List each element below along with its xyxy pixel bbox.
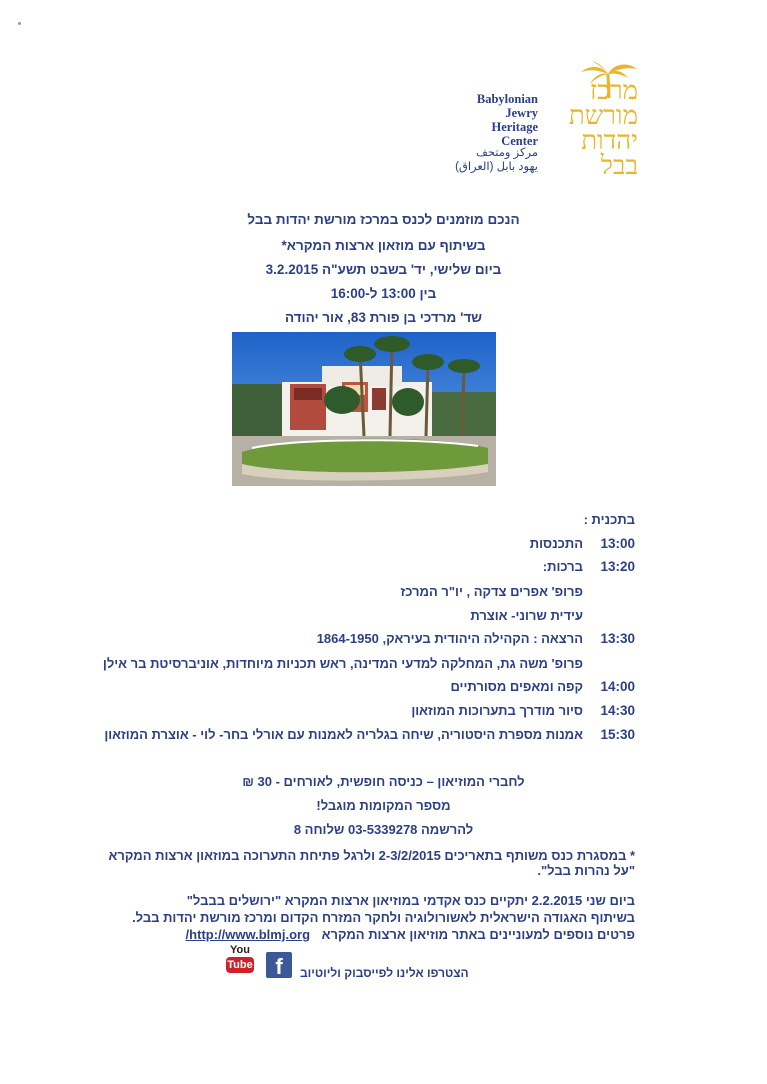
logo-en-line: Center (501, 134, 538, 148)
youtube-you: You (230, 944, 250, 956)
program-text: קפה ומאפים מסורתיים (450, 679, 583, 694)
logo-he-line: בבל (600, 151, 638, 180)
program-time: 13:00 (600, 536, 635, 551)
date-line: ביום שלישי, יד' בשבט תשע"ה 3.2.2015 (265, 262, 502, 277)
program-time: 15:30 (600, 727, 635, 742)
invite-line: הנכם מוזמנים לכנס במרכז מורשת יהדות בבל (247, 212, 520, 227)
logo-en-line: Jewry (505, 106, 538, 120)
address-line: שד' מרדכי בן פורת 83, אור יהודה (284, 310, 483, 325)
footnote-line: "על נהרות בבל". (537, 863, 635, 878)
logo-en-line: Babylonian (476, 92, 538, 106)
facebook-icon[interactable]: f (266, 952, 292, 978)
extra-line (186, 927, 635, 942)
program-time: 14:30 (600, 703, 635, 718)
logo-en-line: Heritage (491, 120, 538, 134)
program-text: פרופ' משה גת, המחלקה למדעי המדינה, ראש תכניות מיוחדות, אוניברסיטת בר אילן (102, 656, 583, 671)
building-photo (232, 332, 496, 486)
program-title: בתכנית : (583, 512, 635, 527)
footnote-line: * במסגרת כנס משותף בתאריכים 2-3/2/2015 ולרגל פתיחת התערוכה במוזאון ארצות המקרא (108, 848, 635, 863)
program-text: פרופ' אפרים צדקה , יו"ר המרכז (400, 584, 583, 599)
registration-phone: להרשמה 03-5339278 שלוחה 8 (293, 822, 474, 837)
time-line: בין 13:00 ל-16:00 (330, 286, 437, 301)
palm-tree-icon (578, 60, 640, 100)
program-text: עידית שרוני- אוצרת (470, 608, 583, 623)
youtube-icon[interactable] (226, 944, 254, 978)
youtube-tube: Tube (227, 959, 253, 971)
extra-line: בשיתוף האגודה הישראלית לאשורולוגיה ולחקר המזרח הקדום ומרכז מורשת יהדות בבל. (132, 910, 635, 925)
program-time: 13:20 (600, 559, 635, 574)
logo-ar-line: مركز ومتحف (475, 147, 538, 159)
admission-price: לחברי המוזיאון – כניסה חופשית, לאורחים - 30 ₪ (242, 774, 525, 789)
program-time: 14:00 (600, 679, 635, 694)
logo-ar-line: يهود بابل (العراق) (455, 161, 538, 173)
program-text: ברכות: (542, 559, 583, 574)
social-join-text: הצטרפו אלינו לפייסבוק וליוטיוב (300, 966, 469, 980)
program-text: סיור מודרך בתערוכות המוזאון (411, 703, 583, 718)
scan-dot (18, 22, 21, 25)
admission-limited: מספר המקומות מוגבל! (316, 798, 451, 813)
extra-text: פרטים נוספים למעוניינים באתר מוזיאון ארצות המקרא (321, 927, 635, 942)
program-text: הרצאה : הקהילה היהודית בעיראק, 1864-1950 (316, 631, 583, 646)
program-text: התכנסות (529, 536, 583, 551)
museum-link[interactable]: http://www.blmj.org/ (185, 927, 311, 942)
logo (446, 60, 636, 180)
program-time: 13:30 (600, 631, 635, 646)
logo-he-line: יהדות (581, 126, 638, 155)
program-text: אמנות מספרת היסטוריה, שיחה בגלריה לאמנות עם אורלי בחר- לוי - אוצרת המוזאון (104, 727, 583, 742)
logo-he-line: מורשת (568, 101, 638, 130)
logo-he-line: מרכז (589, 76, 638, 105)
extra-line: ביום שני 2.2.2015 יתקיים כנס אקדמי במוזיאון ארצות המקרא "ירושלים בבבל" (186, 893, 635, 908)
partner-line: בשיתוף עם מוזאון ארצות המקרא* (281, 238, 486, 253)
